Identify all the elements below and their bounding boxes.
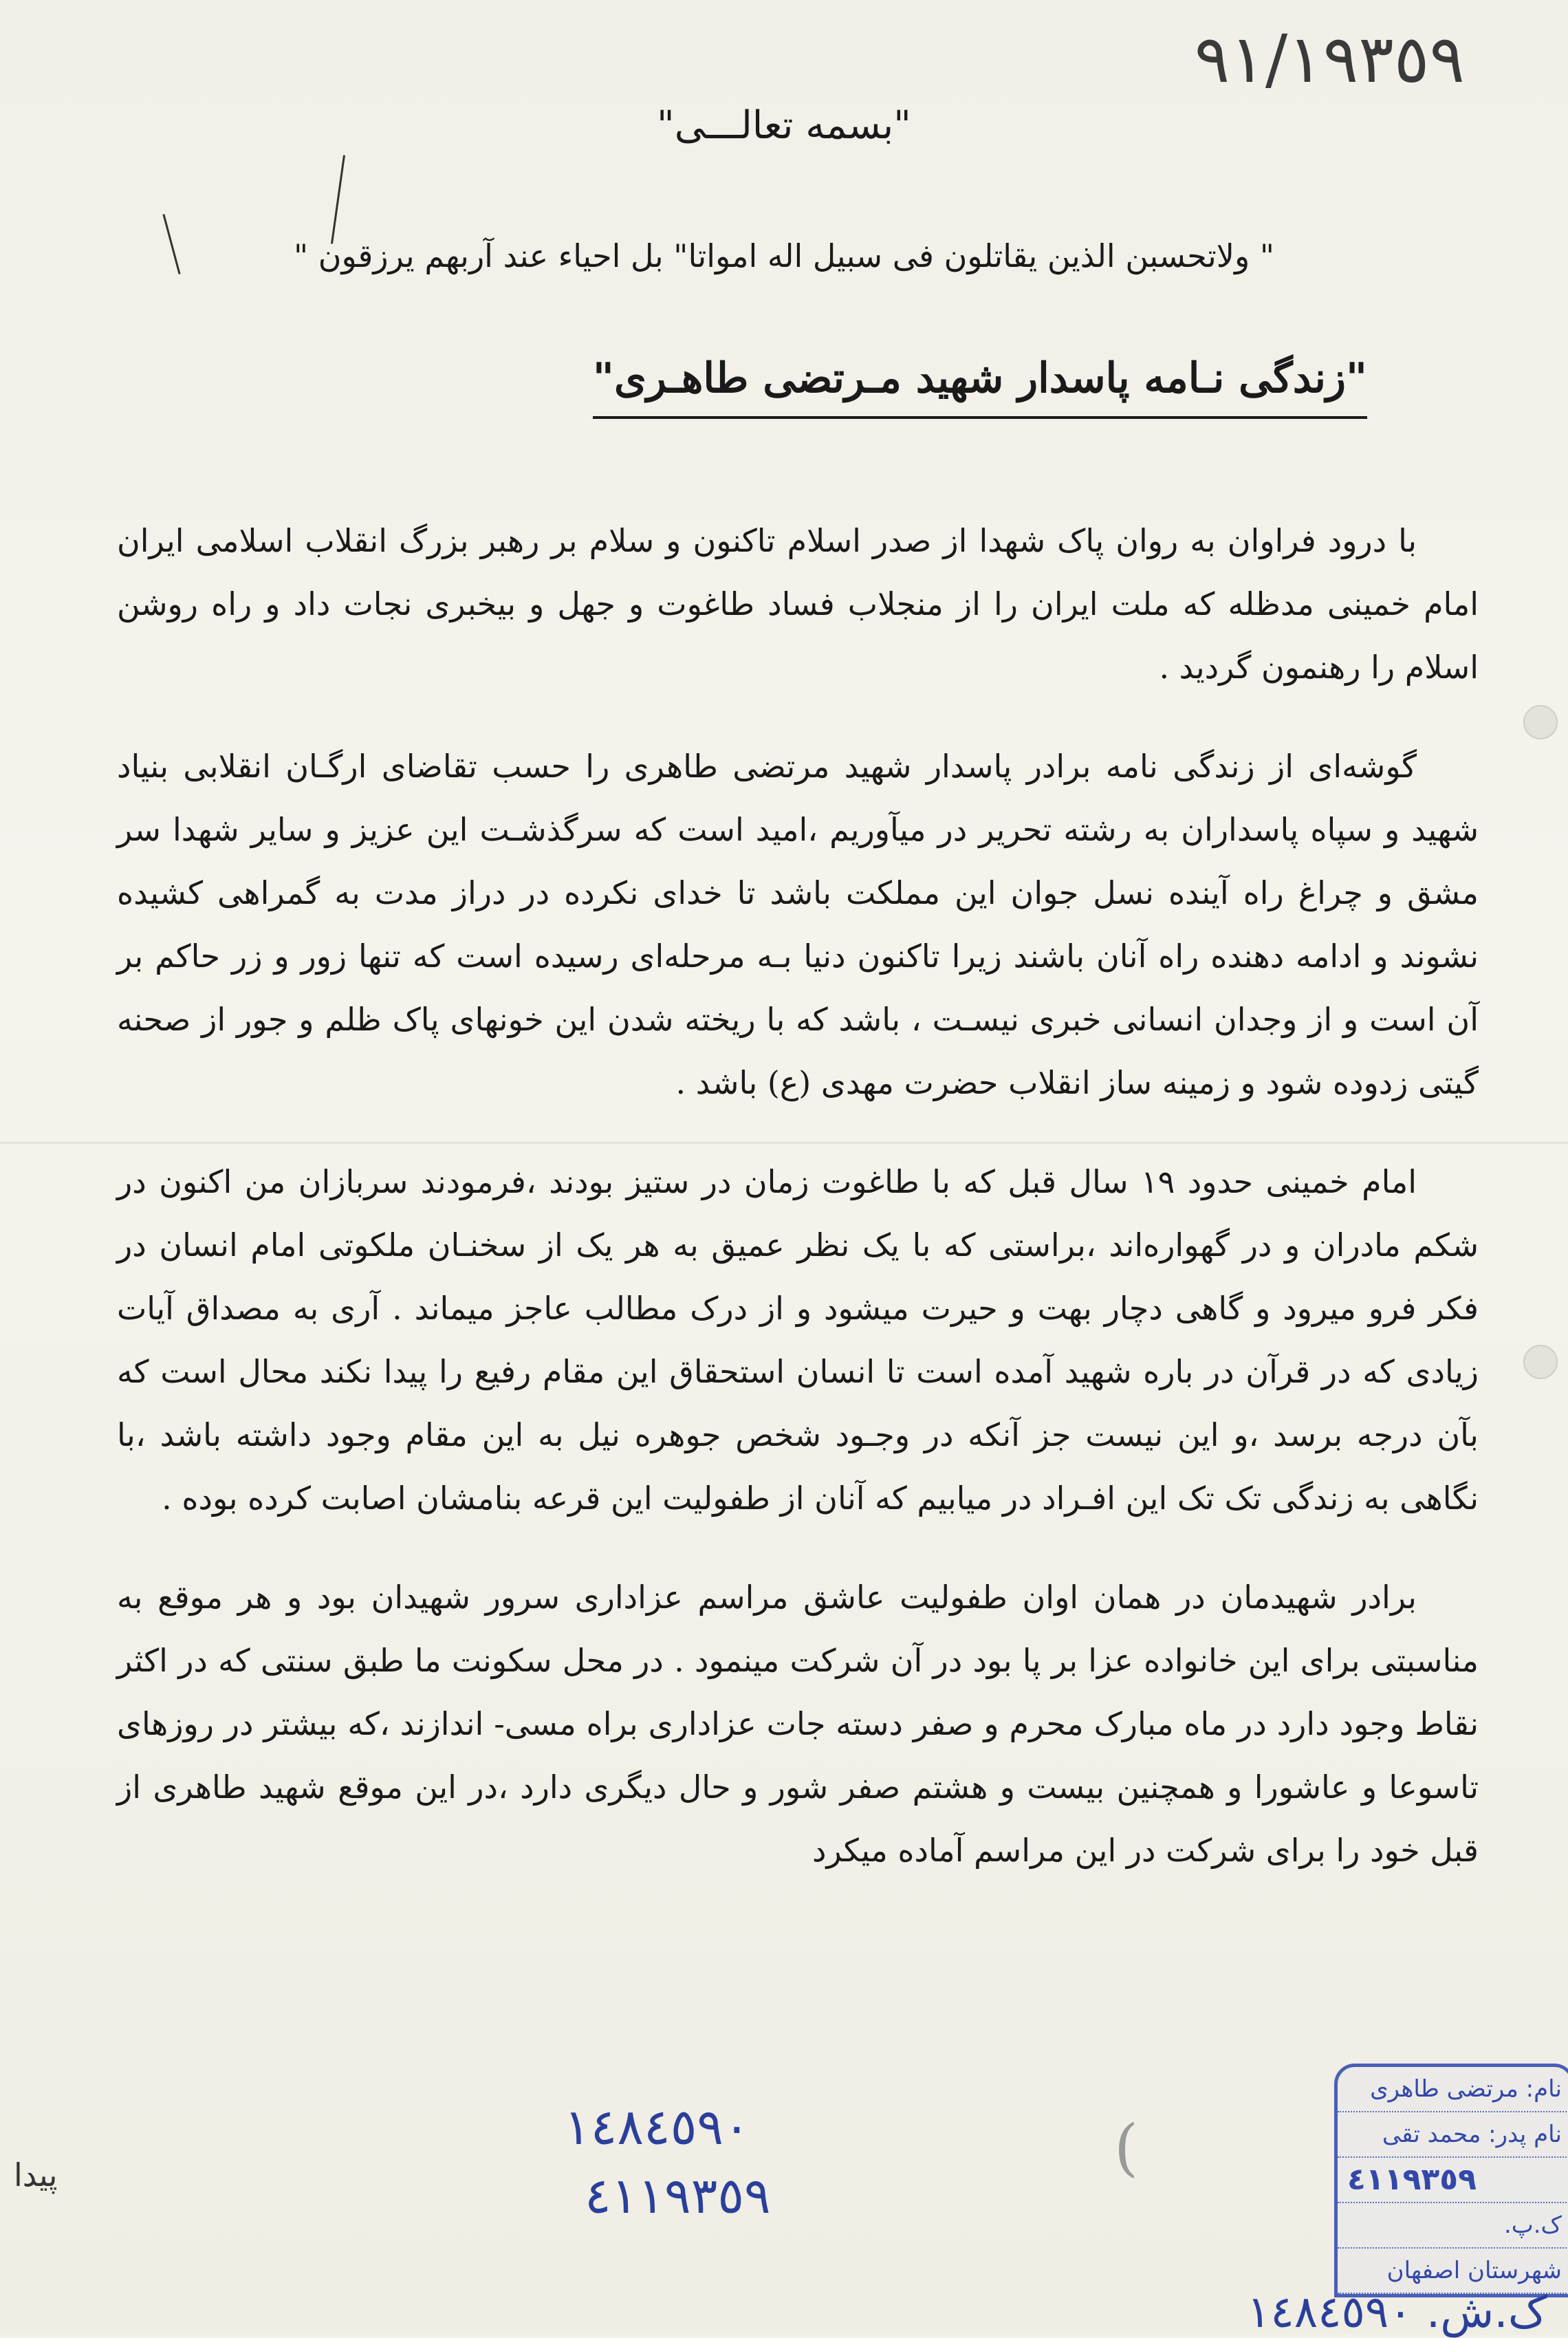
stamp-value: مرتضی طاهری — [1370, 2075, 1518, 2103]
quran-verse: " ولاتحسبن الذین یقاتلون فی سبیل اله امواتا" بل احیاء عند آربهم یرزقون " — [294, 237, 1274, 274]
stamp-id: ٤١١٩٣٥٩ — [1347, 2162, 1477, 2197]
ink-stroke — [331, 155, 345, 243]
stamp-label: نام پدر — [1496, 2121, 1562, 2148]
biography-text — [117, 509, 1479, 1918]
paragraph: برادر شهیدمان در همان اوان طفولیت عاشق مراسم عزاداری سرور شهیدان بود و هر موقع به مناسبتی برای این خانواده عزا بر پا بود در آن شرکت مینمود . در محل سکونت ما طبق سنتی که در اکثر نقاط وجود دارد در ماه مبارک محرم و صفر دسته جات عزاداری براه مسی- اندازند ،که بیشتر در روزهای تاسوعا و عاشورا و همچنین بیست و هشتم صفر شور و حال دیگری دارد ،در این موقع شهید طاهری از قبل خود را برای شرکت در این مراسم آماده میکرد — [117, 1579, 1479, 1869]
punch-hole — [1523, 705, 1558, 739]
bottom-number: ١٤٨٤٥٩٠ — [1246, 2287, 1413, 2338]
stamp-id-row — [1338, 2158, 1568, 2203]
paragraph: گوشه‌ای از زندگی نامه برادر پاسدار شهید مرتضی طاهری را حسب تقاضای ارگـان انقلابی بنیاد شهید و سپاه پاسداران به رشته تحریر در میآوریم ،امید است که سرگذشـت این عزیز و سایر شهدا سر مشق و چراغ راه آینده نسل جوان این مملکت باشد تا خدای نکرده در دراز مدت به گمراهی کشیده نشوند و ادامه دهنده راه آنان باشند زیرا تاکنون دنیا بـه مرحله‌ای رسیده است که تنها زور و زر حاکم بر آن است و از وجدان انسانی خبری نیسـت ، باشد که با ریخته شدن این خونهای پاک ظلم و جور از صحنه گیتی زدوده شود و زمینه ساز انقلاب حضرت مهدی (ع) باشد . — [117, 748, 1479, 1101]
paragraph: با درود فراوان به روان پاک شهدا از صدر اسلام تاکنون و سلام بر رهبر بزرگ انقلاب اسلامی ایران امام خمینی مدظله که ملت ایران را از منجلاب فساد طاغوت و جهل و بیخبری نجات داد و راه روشن اسلام را رهنمون گردید . — [117, 522, 1479, 686]
page-title: "زندگی نـامه پاسدار شهید مـرتضی طاهـری" — [593, 354, 1367, 419]
bracket-mark: ( — [1114, 2112, 1139, 2184]
stamp-label: نام — [1534, 2075, 1562, 2103]
stamp-value: محمد تقی — [1382, 2121, 1481, 2148]
archive-stamp — [1334, 2064, 1568, 2297]
stamp-label: ک.پ. — [1503, 2211, 1562, 2239]
basmala: "بسمه تعالـــی" — [657, 103, 911, 148]
margin-note: پیدا — [14, 2156, 58, 2194]
title-container — [488, 354, 1472, 419]
stamp-father-row: نام پدر: محمد تقی — [1338, 2112, 1568, 2158]
stamp-label: شهرستان — [1468, 2257, 1562, 2284]
handwritten-number — [1247, 2287, 1547, 2338]
stamp-value: اصفهان — [1386, 2257, 1461, 2284]
handwritten-number: ٤١١٩٣٥٩ — [585, 2167, 771, 2225]
punch-hole — [1523, 1345, 1558, 1379]
paragraph: امام خمینی حدود ١٩ سال قبل که با طاغوت زمان در ستیز بودند ،فرمودند سربازان من اکنون در شکم مادران و در گهواره‌اند ،براستی که با یک نظر عمیق به هر یک از سخنـان ملکوتی امام انسان در فکر فرو میرود و گاهی دچار بهت و حیرت میشود و از درک مطالب عاجز میماند . آری به مصداق آیات زیادی که در قرآن در باره شهید آمده است تا انسان استحقاق این مقام رفیع را پیدا نکند محال است که بآن درجه برسد ،و این نیست جز آنکه در وجـود شخص جوهره نیل به این مقام وجود داشته باشد ،با نگاهی به زندگی تک تک این افـراد در میابیم که آنان از طفولیت این قرعه بنامشان اصابت کرده بوده . — [117, 1163, 1479, 1517]
stamp-ks-label: ک.ش. — [1426, 2287, 1547, 2338]
handwritten-code: ٩١/١٩٣٥٩ — [1194, 21, 1465, 98]
stamp-name-row: نام: مرتضی طاهری — [1338, 2067, 1568, 2112]
handwritten-number: ١٤٨٤٥٩٠ — [564, 2098, 750, 2156]
stamp-kp-row — [1338, 2203, 1568, 2249]
